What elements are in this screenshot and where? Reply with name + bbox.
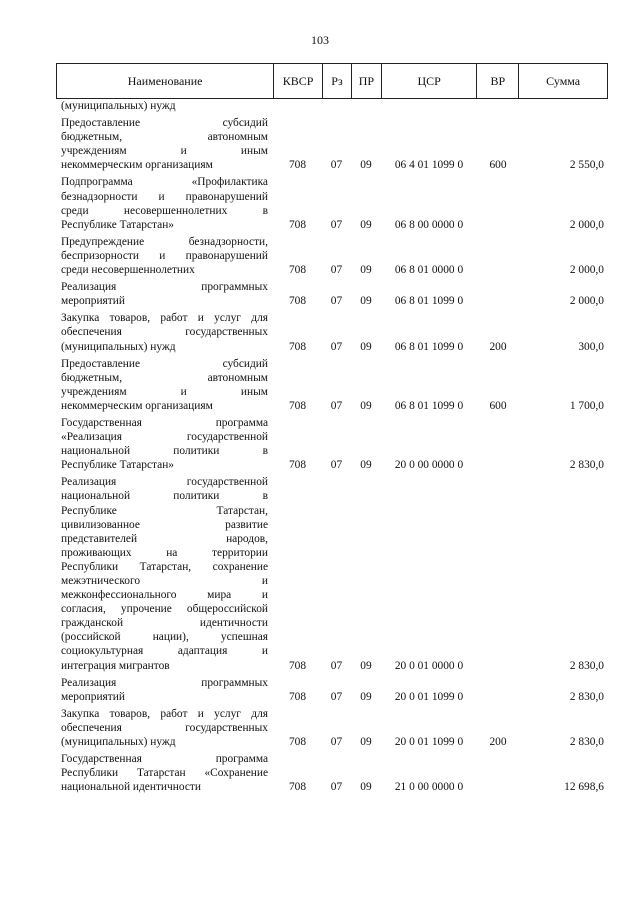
row-name (56, 99, 268, 113)
row-rz: 07 (330, 340, 343, 353)
row-name (56, 280, 268, 308)
row-name (56, 357, 268, 413)
table-row (56, 707, 608, 749)
column-header-pr: ПР (351, 64, 381, 98)
row-name-line: гражданской идентичности (61, 617, 268, 630)
row-kvsr: 708 (288, 340, 307, 353)
table-row (56, 175, 608, 231)
row-name-line: беспризорности и правонарушений (61, 249, 268, 262)
row-name-line: Республики Татарстан, сохранение (61, 560, 268, 573)
row-rz (322, 99, 351, 113)
row-vr: 600 (489, 399, 507, 412)
row-csr: 06 4 01 1099 0 (394, 159, 464, 172)
row-sum: 300,0 (578, 340, 604, 353)
row-name-line: Предупреждение безнадзорности, (61, 235, 268, 248)
row-values (273, 158, 608, 172)
table-row (56, 416, 608, 472)
row-kvsr: 708 (288, 399, 307, 412)
row-csr: 20 0 01 1099 0 (394, 690, 464, 703)
row-kvsr: 708 (288, 218, 307, 231)
row-name-line: некоммерческим организациям (61, 159, 213, 172)
row-kvsr (273, 99, 322, 113)
table-row (56, 676, 608, 704)
row-name-line: Подпрограмма «Профилактика (61, 176, 268, 189)
row-name (56, 416, 268, 472)
row-sum: 2 000,0 (569, 264, 604, 277)
row-vr (477, 294, 519, 308)
row-pr: 09 (360, 659, 372, 672)
row-name-line: мероприятий (61, 295, 125, 308)
row-kvsr: 708 (288, 659, 307, 672)
row-kvsr: 708 (288, 159, 307, 172)
row-kvsr: 708 (288, 781, 307, 794)
row-rz: 07 (330, 659, 343, 672)
row-sum (519, 99, 608, 113)
row-rz: 07 (330, 781, 343, 794)
row-pr (351, 99, 381, 113)
row-values (273, 99, 608, 113)
row-vr (477, 99, 519, 113)
row-name (56, 116, 268, 172)
row-values (273, 690, 608, 704)
table-body (56, 99, 608, 794)
row-values (273, 399, 608, 413)
row-pr: 09 (360, 781, 372, 794)
row-values (273, 263, 608, 277)
row-vr (477, 780, 519, 794)
row-pr: 09 (360, 218, 372, 231)
row-name-line: обеспечения государственных (61, 326, 268, 339)
row-vr (477, 218, 519, 232)
row-values (273, 340, 608, 354)
row-name-line: цивилизованное развитие (61, 518, 268, 531)
row-name (56, 707, 268, 749)
column-header-rz: Рз (322, 64, 351, 98)
row-name-line: национальной политики в (61, 490, 268, 503)
row-values (273, 735, 608, 749)
row-name-line: Республике Татарстан, (61, 504, 268, 517)
row-vr: 200 (489, 736, 507, 749)
row-name-line: (российской нации), успешная (61, 631, 268, 644)
row-pr: 09 (360, 295, 372, 308)
row-vr: 600 (489, 159, 507, 172)
column-header-sum: Сумма (518, 64, 607, 98)
column-header-csr: ЦСР (381, 64, 477, 98)
row-sum: 2 830,0 (569, 736, 604, 749)
row-sum: 2 830,0 (569, 659, 604, 672)
row-name-line: мероприятий (61, 690, 125, 703)
row-sum: 12 698,6 (564, 781, 604, 794)
row-pr: 09 (360, 459, 372, 472)
row-csr: 06 8 01 1099 0 (394, 295, 464, 308)
row-pr: 09 (360, 690, 372, 703)
row-name-line: безнадзорности и правонарушений (61, 190, 268, 203)
page-number: 103 (311, 33, 329, 47)
row-values (273, 458, 608, 472)
row-rz: 07 (330, 218, 343, 231)
row-name (56, 475, 268, 672)
row-name (56, 235, 268, 277)
row-csr: 20 0 01 1099 0 (394, 736, 464, 749)
row-name-line: учреждениям и иным (61, 385, 268, 398)
column-header-vr: ВР (476, 64, 518, 98)
row-name-line: Республике Татарстан» (61, 459, 174, 472)
row-name-line: интеграция мигрантов (61, 659, 170, 672)
row-name-line: представителей народов, (61, 532, 268, 545)
table-header (56, 63, 608, 99)
row-name-line: межэтнического и (61, 575, 268, 587)
row-csr (381, 99, 477, 113)
row-kvsr: 708 (288, 736, 307, 749)
row-name-line: социокультурная адаптация и (61, 645, 268, 658)
row-name (56, 311, 268, 353)
row-rz: 07 (330, 690, 343, 703)
row-values (273, 659, 608, 673)
row-name-line: межконфессионального мира и (61, 589, 268, 602)
row-rz: 07 (330, 295, 343, 308)
row-name-line: обеспечения государственных (61, 721, 268, 734)
row-pr: 09 (360, 264, 372, 277)
row-name-line: национальной идентичности (61, 781, 201, 794)
row-name-line: согласия, упрочение общероссийской (61, 603, 268, 616)
row-name-line: Государственная программа (61, 753, 268, 766)
table-row (56, 357, 608, 413)
row-sum: 2 000,0 (569, 218, 604, 231)
row-rz: 07 (330, 399, 343, 412)
row-pr: 09 (360, 736, 372, 749)
row-kvsr: 708 (288, 459, 307, 472)
row-pr: 09 (360, 340, 372, 353)
row-name-line: Реализация программных (61, 281, 268, 294)
row-vr (477, 659, 519, 673)
row-name-line: (муниципальных) нужд (61, 736, 176, 749)
row-sum: 2 000,0 (569, 295, 604, 308)
row-name-line: Предоставление субсидий (61, 117, 268, 130)
row-csr: 06 8 01 1099 0 (394, 399, 464, 412)
column-header-name: Наименование (127, 73, 203, 88)
row-values (273, 780, 608, 794)
row-name-line: учреждениям и иным (61, 145, 268, 158)
row-name-line: бюджетным, автономным (61, 371, 268, 384)
row-name-line: Республики Татарстан «Сохранение (61, 767, 268, 780)
row-rz: 07 (330, 736, 343, 749)
row-name-line: проживающих на территории (61, 546, 268, 559)
row-kvsr: 708 (288, 690, 307, 703)
row-kvsr: 708 (288, 264, 307, 277)
row-vr (477, 263, 519, 277)
row-csr: 06 8 01 0000 0 (394, 264, 464, 277)
row-name (56, 752, 268, 794)
row-name-line: Закупка товаров, работ и услуг для (61, 707, 268, 720)
row-sum: 2 830,0 (569, 459, 604, 472)
row-name (56, 175, 268, 231)
row-sum: 1 700,0 (569, 399, 604, 412)
row-vr (477, 458, 519, 472)
row-sum: 2 830,0 (569, 690, 604, 703)
row-name-line: некоммерческим организациям (61, 399, 213, 412)
row-name-line: (муниципальных) нужд (61, 340, 176, 353)
table-row (56, 235, 608, 277)
table-row (56, 752, 608, 794)
row-name (56, 676, 268, 704)
row-csr: 06 8 01 1099 0 (394, 340, 464, 353)
row-name-line: «Реализация государственной (61, 431, 268, 444)
table-row (56, 311, 608, 353)
row-pr: 09 (360, 159, 372, 172)
row-name-line: Реализация программных (61, 676, 268, 689)
row-name-line: Государственная программа (61, 416, 268, 429)
row-values (273, 218, 608, 232)
row-name-line: (муниципальных) нужд (61, 100, 176, 112)
table-row (56, 116, 608, 172)
row-sum: 2 550,0 (569, 159, 604, 172)
row-rz: 07 (330, 264, 343, 277)
row-name-line: бюджетным, автономным (61, 131, 268, 144)
row-rz: 07 (330, 459, 343, 472)
row-name-line: Республике Татарстан» (61, 218, 174, 231)
row-csr: 20 0 01 0000 0 (394, 659, 464, 672)
row-name-line: Закупка товаров, работ и услуг для (61, 312, 268, 325)
table-row (56, 99, 608, 113)
row-vr (477, 690, 519, 704)
row-name-line: среди несовершеннолетних (61, 264, 195, 277)
row-csr: 21 0 00 0000 0 (394, 781, 464, 794)
table-row (56, 280, 608, 308)
row-name-line: национальной политики в (61, 445, 268, 458)
row-csr: 06 8 00 0000 0 (394, 218, 464, 231)
row-name-line: Реализация государственной (61, 476, 268, 489)
row-pr: 09 (360, 399, 372, 412)
row-rz: 07 (330, 159, 343, 172)
row-kvsr: 708 (288, 295, 307, 308)
table-row (56, 475, 608, 672)
column-header-kvsr: КВСР (273, 64, 322, 98)
row-name-line: среди несовершеннолетних в (61, 204, 268, 217)
row-csr: 20 0 00 0000 0 (394, 459, 464, 472)
row-name-line: Предоставление субсидий (61, 357, 268, 370)
row-values (273, 294, 608, 308)
row-vr: 200 (489, 340, 507, 353)
